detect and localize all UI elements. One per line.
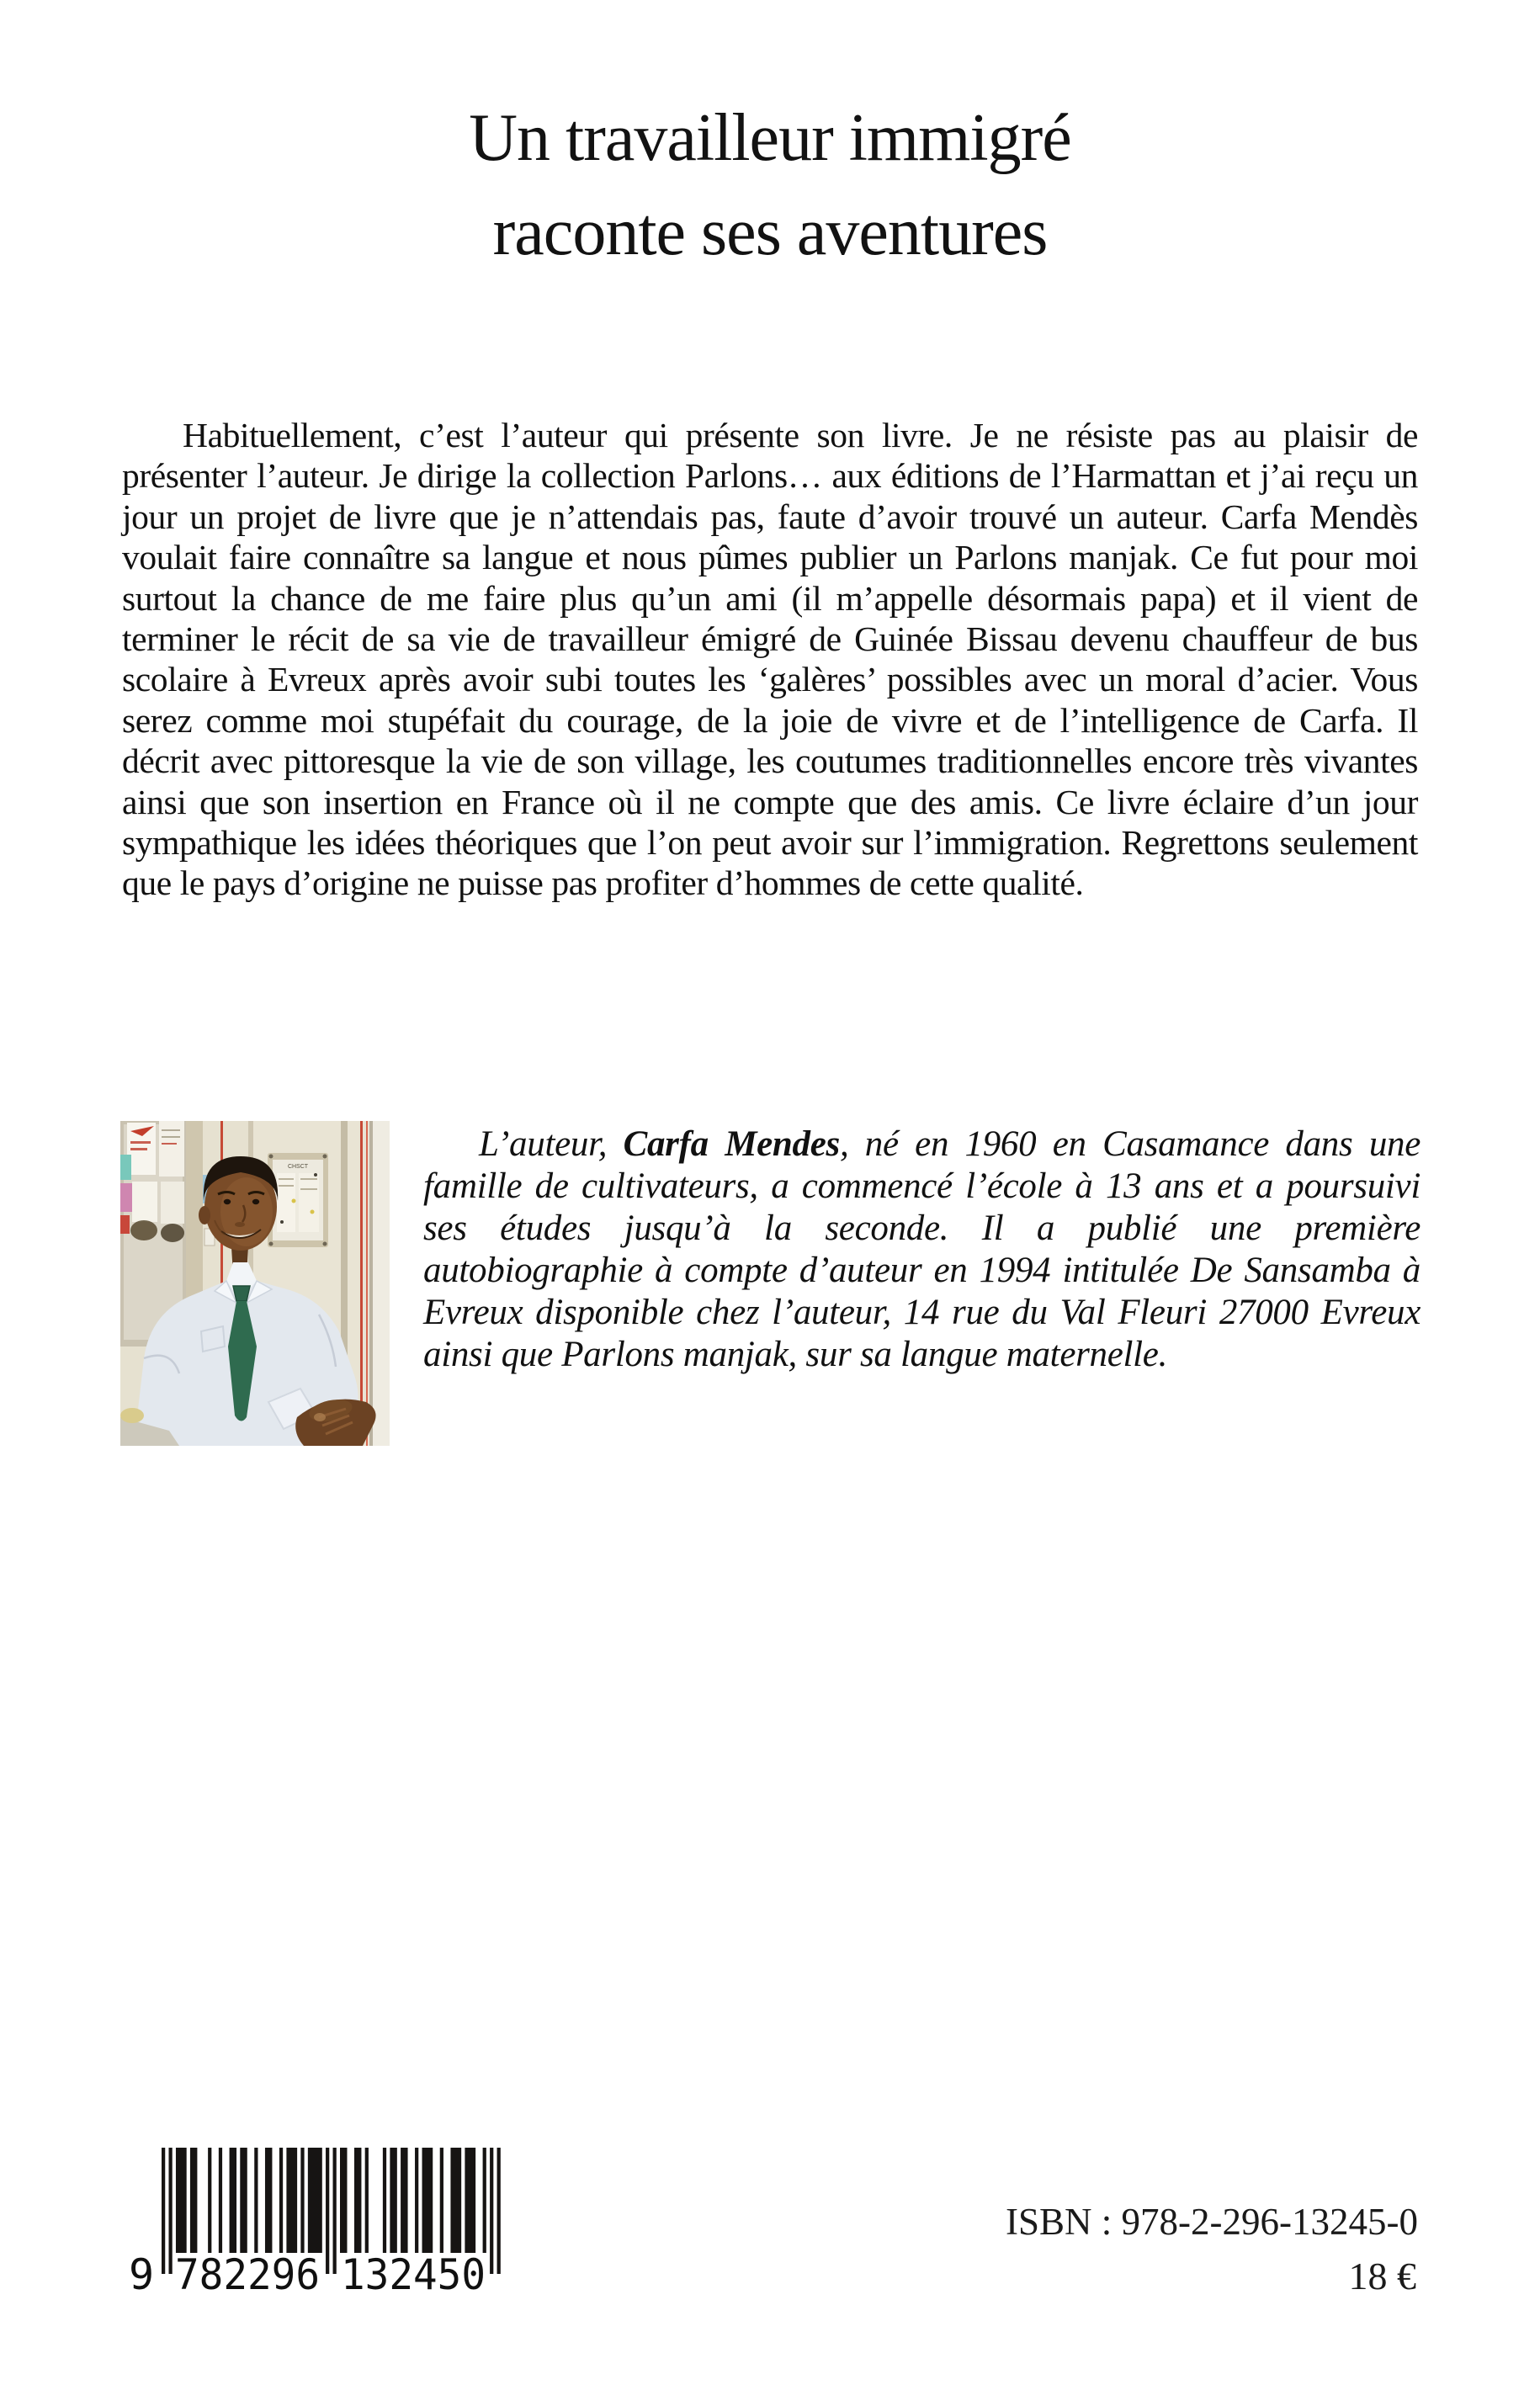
ean13-barcode <box>114 2146 509 2293</box>
book-title <box>0 91 1540 279</box>
bio-intro: L’auteur, <box>479 1124 624 1164</box>
barcode-digit-system: 9 <box>128 2250 155 2293</box>
bio-rest: , né en 1960 en Casamance dans une famille de cultivateurs, a commencé l’école à 13 ans et a poursuivi ses études jusqu’à la seconde. Il a publié une première autobiographie à compte d’auteur en 1994 intitulée De Sansamba à Evreux disponible chez l’auteur, 14 rue du Val Fleuri 27000 Evreux ainsi que Parlons manjak, sur sa langue maternelle. <box>423 1124 1421 1374</box>
photo-eye-right <box>252 1199 259 1204</box>
author-photo <box>120 1121 390 1446</box>
author-bio <box>423 1123 1421 1376</box>
photo-tie-knot <box>233 1286 250 1301</box>
chsct-label: CHSCT <box>287 1164 309 1170</box>
barcode-digits-group2: 132450 <box>341 2250 486 2293</box>
photo-chsct-board <box>268 1153 328 1247</box>
barcode-digits-group1: 782296 <box>175 2250 320 2293</box>
photo-ear <box>199 1206 210 1224</box>
photo-desk-object <box>120 1408 144 1423</box>
photo-red-stripe-right <box>360 1121 363 1446</box>
presentation-paragraph: Habituellement, c’est l’auteur qui présente son livre. Je ne résiste pas au plaisir de présenter l’auteur. Je dirige la collection Parlons… aux éditions de l’Harmattan et j’ai reçu un jour un projet de livre que je n’attendais pas, faute d’avoir trouvé un auteur. Carfa Mendès voulait faire connaître sa langue et nous pûmes publier un Parlons manjak. Ce fut pour moi surtout la chance de me faire plus qu’un ami (il m’appelle désormais papa) et il vient de terminer le récit de sa vie de travailleur émigré de Guinée Bissau devenu chauffeur de bus scolaire à Evreux après avoir subi toutes les ‘galères’ possibles avec un moral d’acier. Vous serez comme moi stupéfait du courage, de la joie de vivre et de l’intelligence de Carfa. Il décrit avec pittoresque la vie de son village, les coutumes traditionnelles encore très vivantes ainsi que son insertion en France où il ne compte que des amis. Ce livre éclaire d’un jour sympathique les idées théoriques que l’on peut avoir sur l’immigration. Regrettons seulement que le pays d’origine ne puisse pas profiter d’hommes de cette qualité. <box>122 416 1418 903</box>
book-title-line2: raconte ses aventures <box>492 195 1048 269</box>
book-title-line1: Un travailleur immigré <box>469 101 1071 175</box>
photo-eye-left <box>224 1199 231 1204</box>
photo-right-panel-edge <box>369 1121 373 1446</box>
author-name: Carfa Mendes <box>623 1124 840 1164</box>
isbn-text: ISBN : 978-2-296-13245-0 <box>1006 2201 1418 2243</box>
photo-red-stripe-right2 <box>366 1121 368 1446</box>
price-text: 18 € <box>1348 2255 1416 2297</box>
